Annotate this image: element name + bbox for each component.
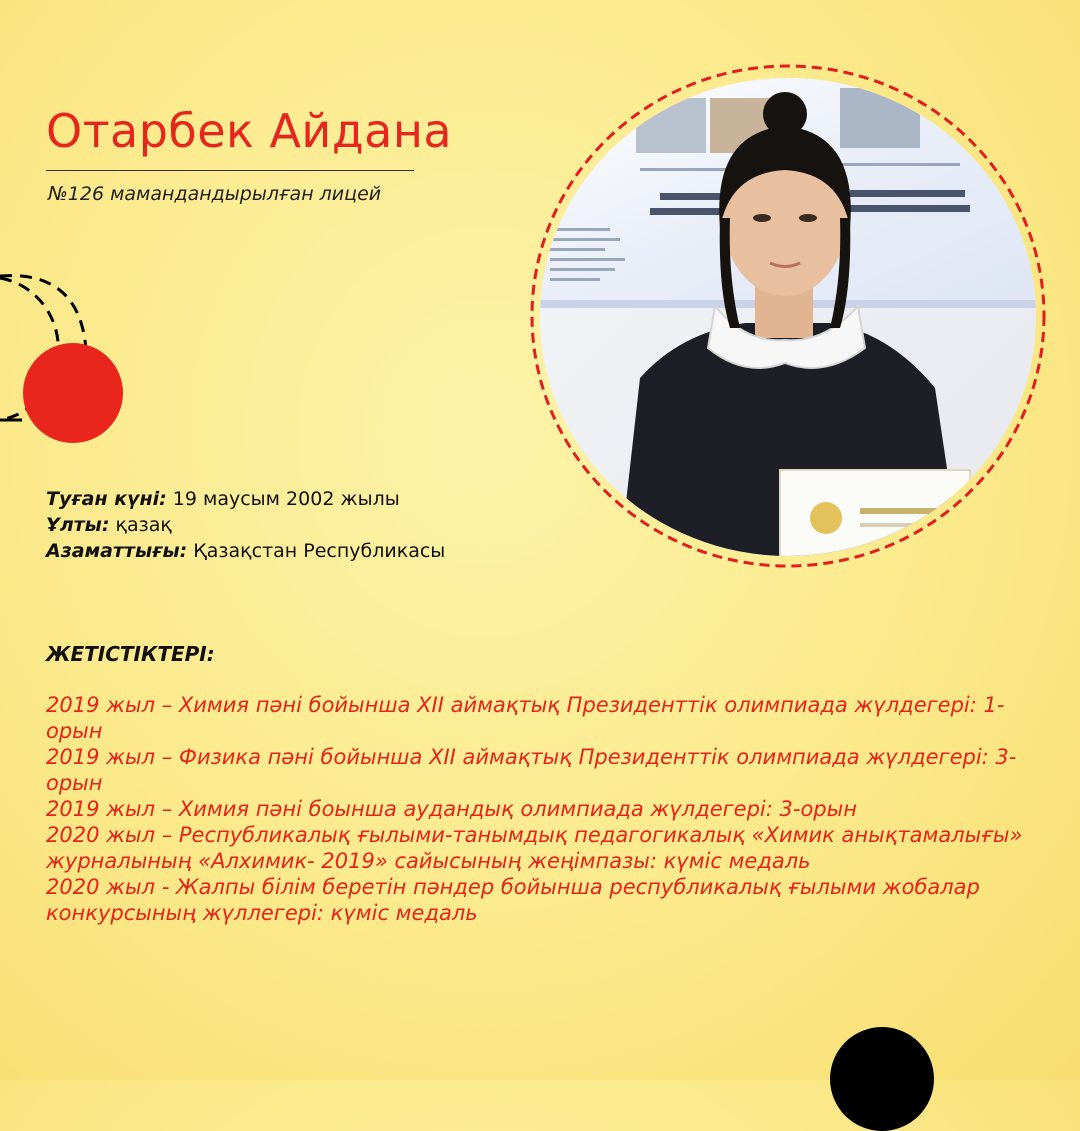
name-divider [46, 170, 414, 171]
nationality-value: қазақ [115, 514, 172, 536]
person-name: Отарбек Айдана [46, 104, 453, 158]
dashed-photo-ring [526, 58, 1050, 574]
black-circle-decoration [830, 1027, 934, 1131]
achievements-heading: ЖЕТІСТІКТЕРІ: [46, 642, 215, 666]
birth-date-label: Туған күні: [46, 488, 167, 510]
achievement-item: 2019 жыл – Физика пәні бойынша XII аймақтық Президенттік олимпиада жүлдегері: 3-орын [46, 745, 1017, 795]
citizenship-value: Қазақстан Республикасы [193, 540, 446, 562]
nationality-label: Ұлты: [46, 514, 110, 536]
personal-info [46, 486, 445, 564]
citizenship-label: Азаматтығы: [46, 540, 188, 562]
school-name: №126 мамандандырылған лицей [48, 183, 382, 205]
red-circle-decoration [23, 343, 123, 443]
achievement-item: 2019 жыл – Химия пәні боынша аудандық олимпиада жүлдегері: 3-орын [46, 797, 857, 821]
achievement-item: 2020 жыл – Республикалық ғылыми-танымдық педагогикалық «Химик анықтамалығы» журналының «Алхимик- 2019» сайысының жеңімпазы: күміс медаль [46, 823, 1023, 873]
achievement-item: 2020 жыл - Жалпы білім беретін пәндер бойынша республикалық ғылыми жобалар конкурсының жүллегері: күміс медаль [46, 875, 980, 925]
birth-date-row [46, 486, 445, 512]
birth-date-value: 19 маусым 2002 жылы [172, 488, 400, 510]
nationality-row [46, 512, 445, 538]
achievement-item: 2019 жыл – Химия пәні бойынша XII аймақтық Президенттік олимпиада жүлдегері: 1-орын [46, 693, 1005, 743]
achievements-list [46, 692, 1046, 926]
citizenship-row [46, 538, 445, 564]
